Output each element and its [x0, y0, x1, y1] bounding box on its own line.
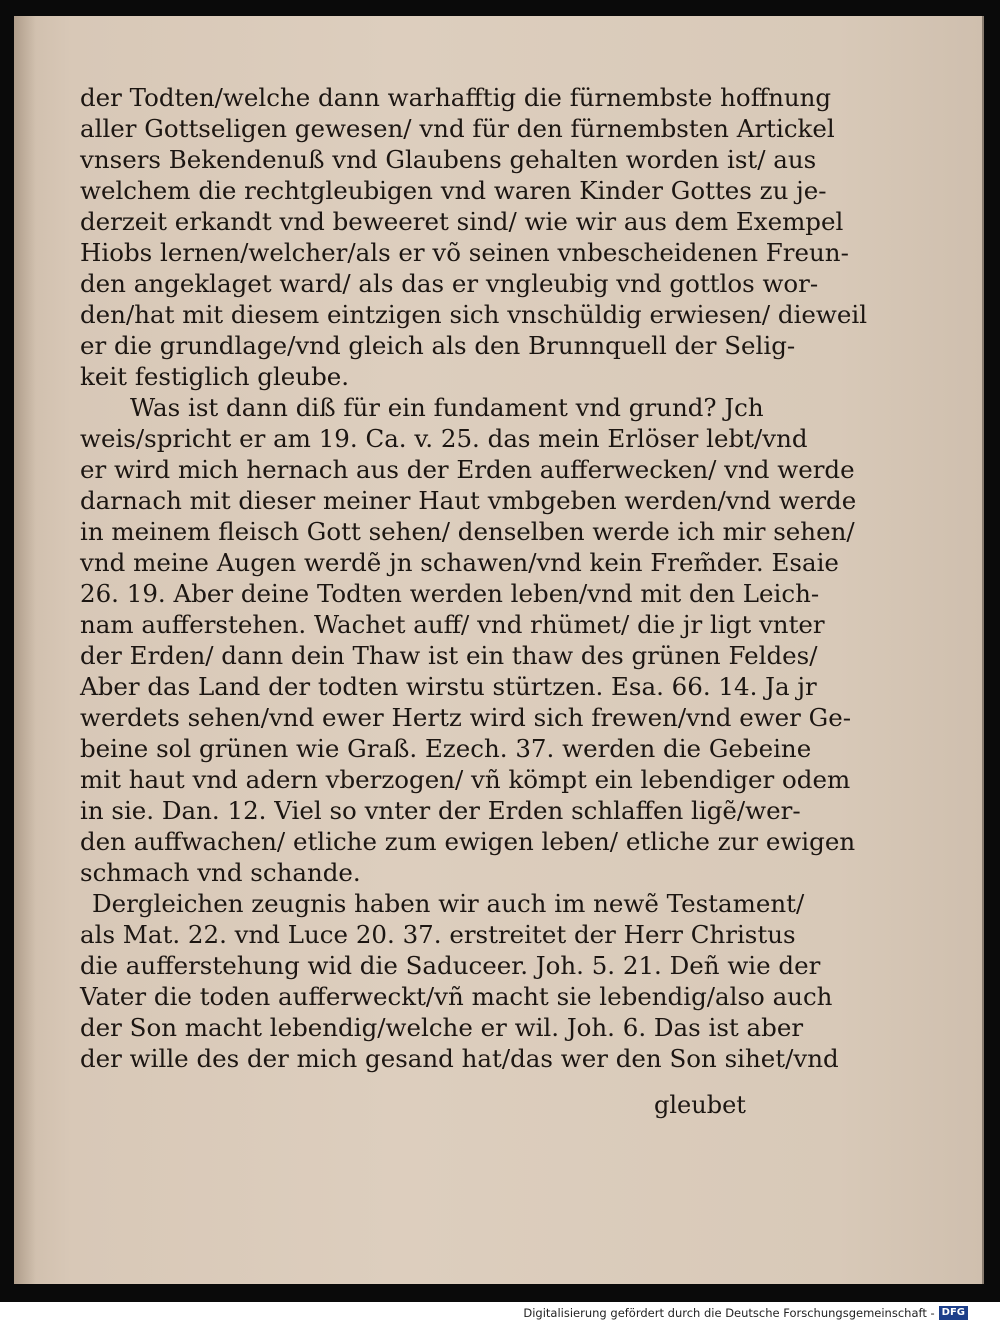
text-line: welchem die rechtgleubigen vnd waren Kinder Gottes zu je- — [80, 176, 827, 205]
text-line: Was ist dann diß für ein fundament vnd grund? Jch — [130, 393, 764, 422]
text-line: er die grundlage/vnd gleich als den Brunnquell der Selig- — [80, 331, 796, 360]
text-line: darnach mit dieser meiner Haut vmbgeben werden/vnd werde — [80, 486, 857, 515]
text-line: werdets sehen/vnd ewer Hertz wird sich frewen/vnd ewer Ge- — [80, 703, 852, 732]
text-line: weis/spricht er am 19. Ca. v. 25. das mein Erlöser lebt/vnd — [80, 424, 808, 453]
text-line: Dergleichen zeugnis haben wir auch im newẽ Testament/ — [92, 889, 805, 918]
text-line: Aber das Land der todten wirstu stürtzen. Esa. 66. 14. Ja jr — [80, 672, 817, 701]
text-line: der Son macht lebendig/welche er wil. Joh. 6. Das ist aber — [80, 1013, 804, 1042]
text-line: den angeklaget ward/ als das er vngleubig vnd gottlos wor- — [80, 269, 819, 298]
text-line: aller Gottseligen gewesen/ vnd für den fürnembsten Artickel — [80, 114, 835, 143]
text-line: der Todten/welche dann warhafftig die fürnembste hoffnung — [80, 83, 832, 112]
book-page — [14, 16, 984, 1284]
text-line: beine sol grünen wie Graß. Ezech. 37. werden die Gebeine — [80, 734, 812, 763]
text-line: der wille des der mich gesand hat/das wer den Son sihet/vnd — [80, 1044, 839, 1073]
text-line: schmach vnd schande. — [80, 858, 361, 887]
text-line: den/hat mit diesem eintzigen sich vnschüldig erwiesen/ dieweil — [80, 300, 868, 329]
text-line: nam aufferstehen. Wachet auff/ vnd rhümet/ die jr ligt vnter — [80, 610, 825, 639]
text-line: keit festiglich gleube. — [80, 362, 350, 391]
text-line: Hiobs lernen/welcher/als er võ seinen vnbescheidenen Freun- — [80, 238, 849, 267]
credit-text: Digitalisierung gefördert durch die Deutsche Forschungsgemeinschaft - — [523, 1306, 935, 1320]
text-line: 26. 19. Aber deine Todten werden leben/vnd mit den Leich- — [80, 579, 820, 608]
text-line: in sie. Dan. 12. Viel so vnter der Erden schlaffen ligẽ/wer- — [80, 796, 801, 825]
text-line: derzeit erkandt vnd beweeret sind/ wie wir aus dem Exempel — [80, 207, 844, 236]
text-line: in meinem fleisch Gott sehen/ denselben werde ich mir sehen/ — [80, 517, 855, 546]
text-line: er wird mich hernach aus der Erden aufferwecken/ vnd werde — [80, 455, 855, 484]
digitization-credit — [523, 1306, 968, 1320]
body-text — [80, 82, 868, 1074]
catchword: gleubet — [654, 1091, 746, 1119]
text-line: mit haut vnd adern vberzogen/ vñ kömpt ein lebendiger odem — [80, 765, 851, 794]
text-line: die aufferstehung wid die Saduceer. Joh. 5. 21. Deñ wie der — [80, 951, 821, 980]
text-line: der Erden/ dann dein Thaw ist ein thaw des grünen Feldes/ — [80, 641, 818, 670]
text-line: Vater die toden aufferweckt/vñ macht sie lebendig/also auch — [80, 982, 833, 1011]
text-line: vnd meine Augen werdẽ jn schawen/vnd kein Frem̃der. Esaie — [80, 548, 839, 577]
text-line: vnsers Bekendenuß vnd Glaubens gehalten worden ist/ aus — [80, 145, 817, 174]
dfg-logo: DFG — [939, 1306, 968, 1320]
text-line: als Mat. 22. vnd Luce 20. 37. erstreitet der Herr Christus — [80, 920, 796, 949]
text-line: den auffwachen/ etliche zum ewigen leben/ etliche zur ewigen — [80, 827, 856, 856]
